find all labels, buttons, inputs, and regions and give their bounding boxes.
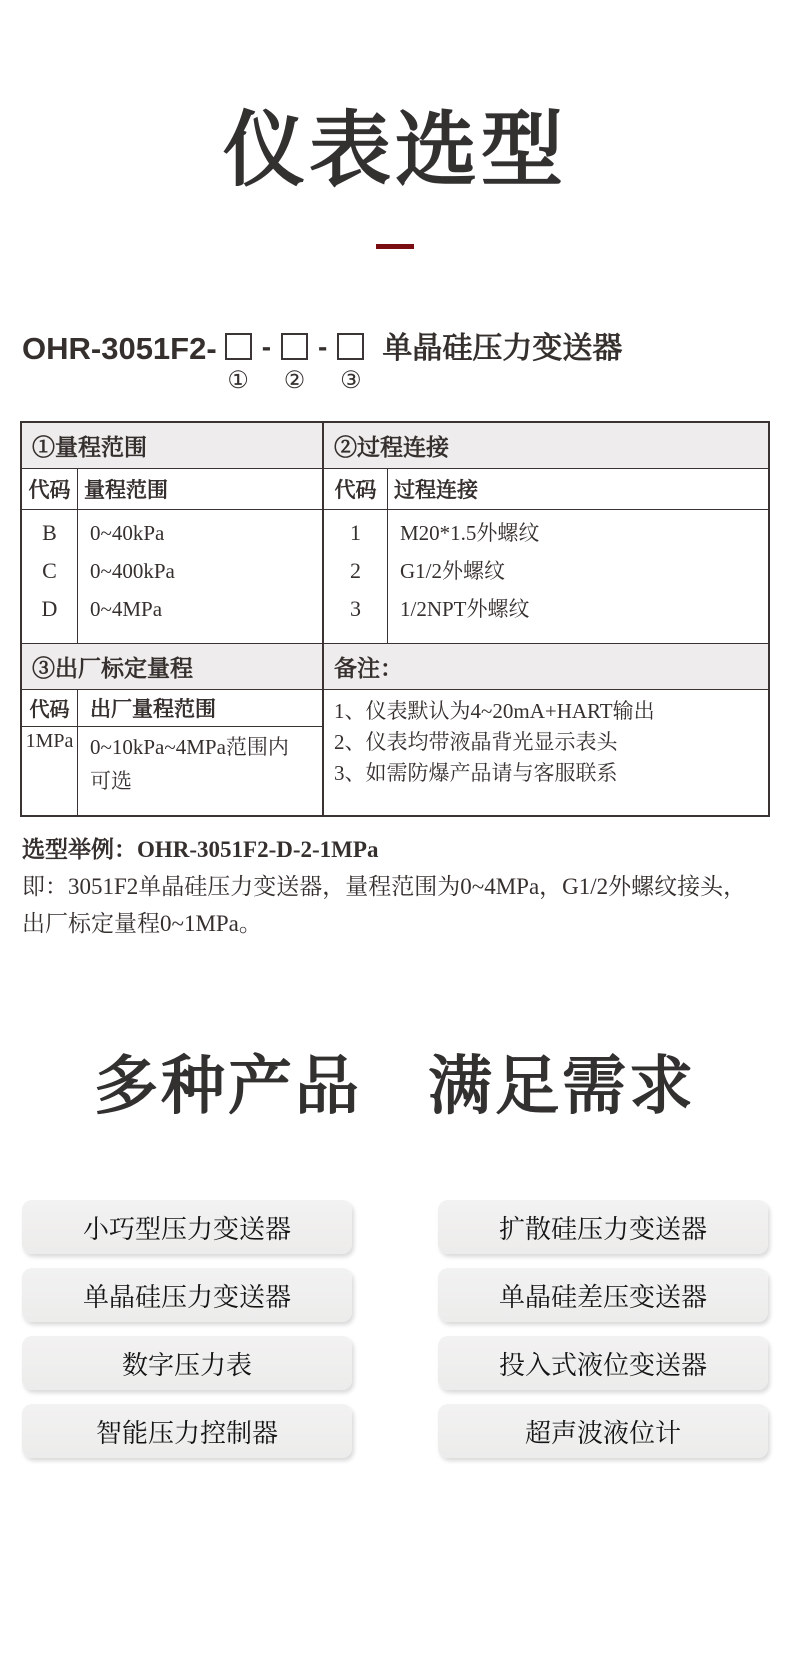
range-code: B — [42, 520, 57, 546]
model-slot-1 — [225, 333, 252, 393]
example-line-1: 选型举例：OHR-3051F2-D-2-1MPa — [22, 837, 379, 863]
model-product-name: 单晶硅压力变送器 — [382, 332, 623, 366]
connection-value: M20*1.5外螺纹 — [400, 521, 540, 546]
section2-codes-column — [324, 510, 388, 644]
notes-header: 备注： — [324, 644, 768, 690]
range-code: D — [41, 596, 58, 622]
section1-col-code: 代码 — [22, 469, 78, 510]
spec-table — [20, 421, 770, 817]
notes-content — [324, 690, 768, 815]
note-item: 2、仪表均带液晶背光显示表头 — [334, 730, 618, 755]
product-button-ultrasonic-level-meter[interactable]: 超声波液位计 — [438, 1404, 768, 1458]
connection-code: 3 — [350, 596, 361, 622]
section1-col-value: 量程范围 — [78, 469, 324, 510]
model-slot-2 — [281, 333, 308, 393]
product-button-digital-pressure-gauge[interactable]: 数字压力表 — [22, 1336, 352, 1390]
section2-col-code: 代码 — [324, 469, 388, 510]
page-title: 仪表选型 — [222, 105, 567, 196]
products-heading-word-1: 多种产品 — [94, 1050, 362, 1123]
example-line-3: 出厂标定量程0~1MPa。 — [22, 911, 262, 937]
range-value: 0~40kPa — [90, 521, 165, 546]
product-button-monocrystalline-silicon-differential-pressure-transmitter[interactable]: 单晶硅差压变送器 — [438, 1268, 768, 1322]
section3-col-value: 出厂量程范围 — [78, 690, 324, 727]
range-value: 0~4MPa — [90, 597, 163, 622]
accent-underline — [376, 244, 414, 249]
slot-number-3: ③ — [340, 367, 362, 395]
connection-value: G1/2外螺纹 — [400, 559, 505, 584]
range-code: C — [42, 558, 57, 584]
model-code-block — [22, 333, 790, 411]
section2-header: ②过程连接 — [324, 423, 768, 469]
calibration-value-line: 0~10kPa~4MPa范围内 — [90, 735, 289, 760]
section3-header: ③出厂标定量程 — [22, 644, 324, 690]
products-heading-word-2: 满足需求 — [428, 1050, 696, 1123]
model-slot-box-icon — [281, 333, 308, 360]
section2-col-value: 过程连接 — [388, 469, 768, 510]
connection-code: 1 — [350, 520, 361, 546]
range-value: 0~400kPa — [90, 559, 175, 584]
connection-code: 2 — [350, 558, 361, 584]
product-button-smart-pressure-controller[interactable]: 智能压力控制器 — [22, 1404, 352, 1458]
slot-number-2: ② — [283, 367, 306, 395]
calibration-code: 1MPa — [22, 727, 78, 815]
connection-value: 1/2NPT外螺纹 — [400, 597, 530, 622]
calibration-value-line: 可选 — [90, 769, 132, 794]
model-slot-box-icon — [337, 333, 364, 360]
note-item: 3、如需防爆产品请与客服联系 — [334, 761, 618, 786]
section1-values-column — [78, 510, 324, 644]
note-item: 1、仪表默认为4~20mA+HART输出 — [334, 699, 655, 724]
product-button-compact-pressure-transmitter[interactable]: 小巧型压力变送器 — [22, 1200, 352, 1254]
example-line-2: 即：3051F2单晶硅压力变送器，量程范围为0~4MPa，G1/2外螺纹接头， — [22, 874, 747, 900]
section1-header: ①量程范围 — [22, 423, 324, 469]
calibration-value — [78, 727, 324, 815]
slot-number-1: ① — [227, 367, 249, 395]
section2-values-column — [388, 510, 768, 644]
model-slot-box-icon — [225, 333, 252, 360]
model-dash: - — [261, 331, 272, 363]
model-prefix: OHR-3051F2- — [22, 331, 217, 367]
model-dash: - — [318, 331, 328, 363]
product-button-grid — [22, 1200, 768, 1458]
product-button-monocrystalline-silicon-pressure-transmitter[interactable]: 单晶硅压力变送器 — [22, 1268, 352, 1322]
selection-example — [22, 831, 770, 942]
products-heading — [0, 1050, 790, 1123]
section1-codes-column — [22, 510, 78, 644]
model-slot-3 — [337, 333, 364, 393]
product-button-submersible-level-transmitter[interactable]: 投入式液位变送器 — [438, 1336, 768, 1390]
product-button-diffused-silicon-pressure-transmitter[interactable]: 扩散硅压力变送器 — [438, 1200, 768, 1254]
section3-col-code: 代码 — [22, 690, 78, 727]
